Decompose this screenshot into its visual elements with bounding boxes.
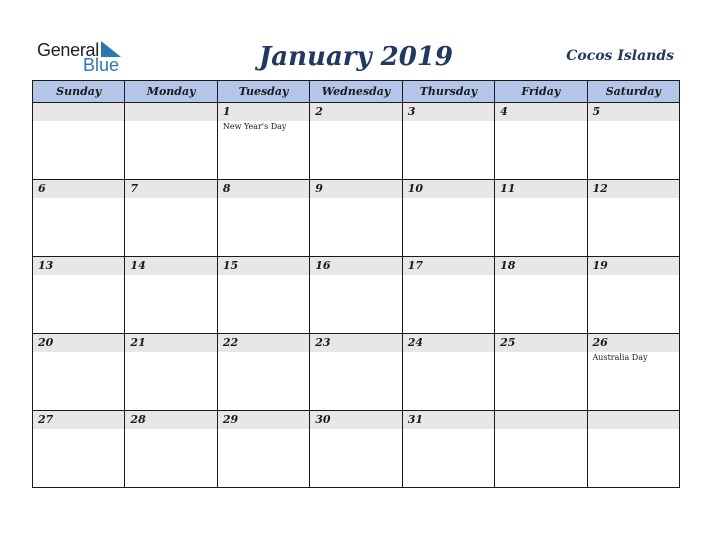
day-cell[interactable] <box>33 334 125 411</box>
day-number-band <box>310 180 401 198</box>
day-cell[interactable] <box>402 257 494 334</box>
day-number-band <box>33 257 124 275</box>
day-number-band <box>218 334 309 352</box>
day-cell[interactable] <box>125 334 217 411</box>
day-cell[interactable] <box>495 411 587 488</box>
day-number: 16 <box>315 259 331 272</box>
day-cell[interactable] <box>33 103 125 180</box>
day-number-band <box>495 334 586 352</box>
day-number: 12 <box>592 182 608 195</box>
holiday-label: Australia Day <box>592 353 648 362</box>
day-cell[interactable] <box>33 180 125 257</box>
day-number-band <box>588 103 679 121</box>
day-number-band <box>218 411 309 429</box>
weekday-header: Wednesday <box>310 81 402 103</box>
day-number-band <box>495 180 586 198</box>
day-number: 2 <box>315 105 323 118</box>
week-row <box>33 334 680 411</box>
day-number-band <box>403 180 494 198</box>
day-cell[interactable] <box>310 180 402 257</box>
logo-word-general: General <box>37 40 99 60</box>
day-number-band <box>403 411 494 429</box>
day-number-band <box>588 411 679 429</box>
week-row <box>33 180 680 257</box>
day-number-band <box>218 257 309 275</box>
day-number: 4 <box>500 105 508 118</box>
week-row <box>33 257 680 334</box>
calendar-body <box>33 103 680 488</box>
logo-word-blue: Blue <box>83 55 120 75</box>
day-number: 25 <box>500 336 516 349</box>
day-number: 22 <box>222 336 239 349</box>
day-number-band <box>403 257 494 275</box>
day-cell[interactable] <box>217 334 309 411</box>
day-number-band <box>33 334 124 352</box>
day-number-band <box>125 411 216 429</box>
day-number-band <box>218 103 309 121</box>
day-number-band <box>588 257 679 275</box>
day-number-band <box>218 180 309 198</box>
day-cell[interactable] <box>402 180 494 257</box>
day-number: 7 <box>130 182 139 195</box>
day-cell[interactable] <box>587 103 679 180</box>
day-cell[interactable] <box>310 103 402 180</box>
weekday-header: Friday <box>495 81 587 103</box>
day-number: 29 <box>222 413 239 426</box>
day-number-band <box>310 257 401 275</box>
day-number: 18 <box>500 259 516 272</box>
day-cell[interactable] <box>587 180 679 257</box>
day-number: 5 <box>592 105 601 118</box>
day-cell[interactable] <box>310 257 402 334</box>
calendar-title: January 2019 <box>258 42 454 72</box>
day-number-band <box>310 103 401 121</box>
day-number-band <box>33 180 124 198</box>
weekday-header: Tuesday <box>217 81 309 103</box>
day-cell[interactable] <box>310 334 402 411</box>
day-cell[interactable] <box>587 334 679 411</box>
day-number-band <box>125 103 216 121</box>
day-cell[interactable] <box>125 103 217 180</box>
day-number-band <box>403 334 494 352</box>
day-number: 24 <box>407 336 423 349</box>
day-number-band <box>588 334 679 352</box>
day-cell[interactable] <box>217 180 309 257</box>
day-number-band <box>588 180 679 198</box>
weekday-header: Sunday <box>33 81 125 103</box>
day-number: 6 <box>38 182 46 195</box>
day-cell[interactable] <box>33 411 125 488</box>
day-number: 21 <box>130 336 146 349</box>
day-cell[interactable] <box>495 180 587 257</box>
day-cell[interactable] <box>402 334 494 411</box>
day-cell[interactable] <box>125 257 217 334</box>
day-number: 3 <box>407 105 416 118</box>
weekday-header-row <box>33 81 680 103</box>
day-cell[interactable] <box>217 411 309 488</box>
day-number: 19 <box>592 259 608 272</box>
day-cell[interactable] <box>402 411 494 488</box>
day-number-band <box>310 411 401 429</box>
country-name: Cocos Islands <box>566 48 674 64</box>
day-number-band <box>495 103 586 121</box>
day-number-band <box>403 103 494 121</box>
day-number: 20 <box>38 336 54 349</box>
day-number: 30 <box>315 413 331 426</box>
weekday-header: Thursday <box>402 81 494 103</box>
day-number: 11 <box>500 182 516 195</box>
day-number: 9 <box>315 182 323 195</box>
day-number-band <box>125 334 216 352</box>
day-number: 13 <box>38 259 54 272</box>
day-number: 15 <box>222 259 239 272</box>
day-cell[interactable] <box>587 257 679 334</box>
day-cell[interactable] <box>495 334 587 411</box>
day-number-band <box>33 103 124 121</box>
day-number: 17 <box>407 259 423 272</box>
day-number: 8 <box>222 182 231 195</box>
day-number: 14 <box>130 259 146 272</box>
day-cell[interactable] <box>495 257 587 334</box>
day-number-band <box>495 411 586 429</box>
day-number: 23 <box>315 336 331 349</box>
day-number: 26 <box>592 336 608 349</box>
day-number-band <box>33 411 124 429</box>
weekday-header: Saturday <box>587 81 679 103</box>
day-cell[interactable] <box>587 411 679 488</box>
day-cell[interactable] <box>217 257 309 334</box>
day-cell[interactable] <box>402 103 494 180</box>
day-number-band <box>125 257 216 275</box>
day-number: 1 <box>222 105 231 118</box>
day-number: 10 <box>407 182 423 195</box>
day-number: 28 <box>130 413 146 426</box>
holiday-label: New Year's Day <box>222 122 287 131</box>
week-row <box>33 411 680 488</box>
weekday-header: Monday <box>125 81 217 103</box>
day-cell[interactable] <box>125 180 217 257</box>
day-number-band <box>125 180 216 198</box>
day-cell[interactable] <box>125 411 217 488</box>
day-cell[interactable] <box>217 103 309 180</box>
week-row <box>33 103 680 180</box>
day-cell[interactable] <box>33 257 125 334</box>
day-cell[interactable] <box>495 103 587 180</box>
day-number-band <box>495 257 586 275</box>
day-number: 31 <box>407 413 423 426</box>
day-number-band <box>310 334 401 352</box>
day-number: 27 <box>38 413 54 426</box>
month-calendar <box>32 80 680 488</box>
day-cell[interactable] <box>310 411 402 488</box>
